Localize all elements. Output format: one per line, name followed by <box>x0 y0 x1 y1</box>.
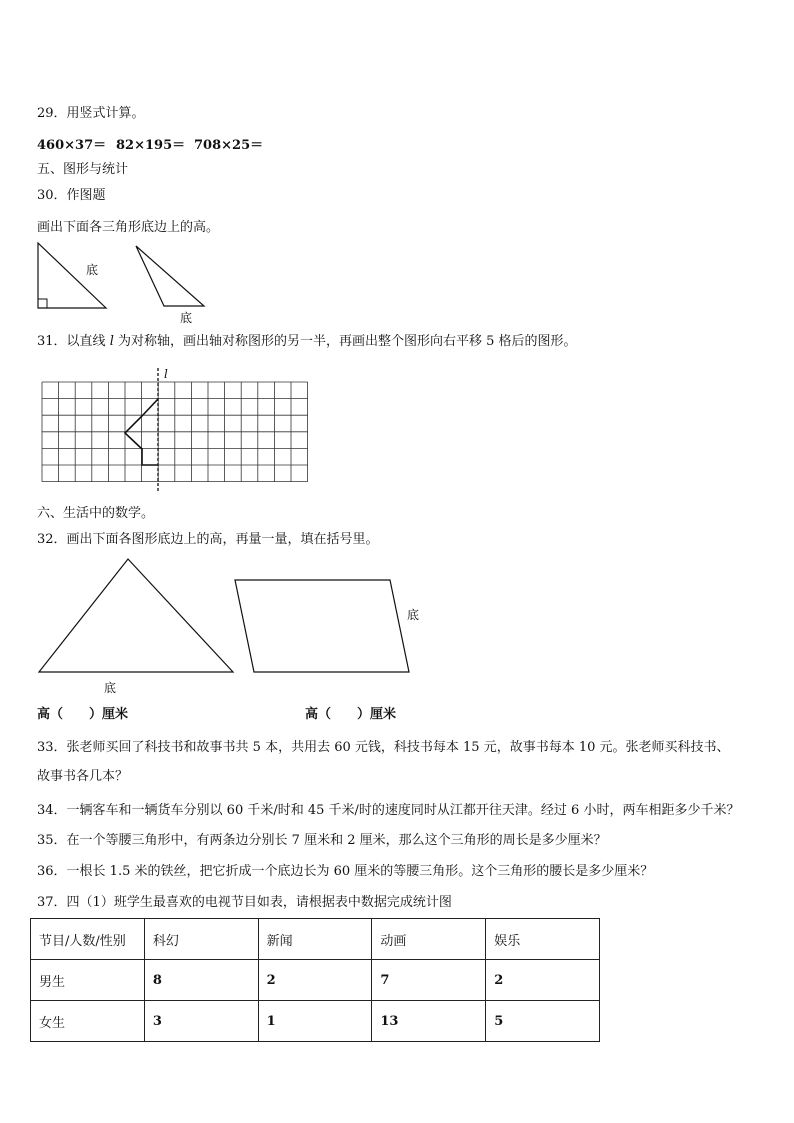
q32-base-label-triangle: 底 <box>104 681 117 695</box>
tv-program-table <box>30 918 600 1042</box>
table-header-cell: 动画 <box>372 919 486 960</box>
table-header-cell: 科幻 <box>144 919 258 960</box>
q32-base-label-parallelogram: 底 <box>407 608 420 622</box>
table-cell: 女生 <box>31 1001 145 1042</box>
table-header-row <box>31 919 600 960</box>
table-cell: 2 <box>486 960 600 1001</box>
q35-text: 35．在一个等腰三角形中，有两条边分别长 7 厘米和 2 厘米，那么这个三角形的周长是多少厘米？ <box>37 833 607 848</box>
q32-title: 32．画出下面各图形底边上的高，再量一量，填在括号里。 <box>37 532 379 547</box>
q29-title: 29．用竖式计算。 <box>37 106 145 121</box>
q33-line-2: 故事书各几本？ <box>37 769 129 784</box>
q29-item-2: 82×195＝ <box>116 138 186 153</box>
q29-item-3: 708×25＝ <box>194 138 264 153</box>
table-header-cell: 娱乐 <box>486 919 600 960</box>
q37-title: 37．四（1）班学生最喜欢的电视节目如表，请根据表中数据完成统计图 <box>37 895 452 910</box>
q29-item-1: 460×37＝ <box>37 138 107 153</box>
table-cell: 男生 <box>31 960 145 1001</box>
q32-parallelogram <box>235 580 409 672</box>
section-5-heading: 五、图形与统计 <box>37 162 129 177</box>
q31-title-post: 为对称轴，画出轴对称图形的另一半，再画出整个图形向右平移 5 格后的图形。 <box>113 334 577 349</box>
q32-triangle <box>39 559 233 672</box>
q33-line-1: 33．张老师买回了科技书和故事书共 5 本，共用去 60 元钱，科技书每本 15 元，故事书每本 10 元。张老师买科技书、 <box>37 740 730 755</box>
table-header-cell: 新闻 <box>258 919 372 960</box>
q30-title: 30．作图题 <box>37 188 106 203</box>
section-6-heading: 六、生活中的数学。 <box>37 506 155 521</box>
table-header-cell: 节目/人数/性别 <box>31 919 145 960</box>
q31-title-pre: 31．以直线 <box>37 334 110 349</box>
table-cell: 7 <box>372 960 486 1001</box>
table-row <box>31 960 600 1001</box>
table-cell: 3 <box>144 1001 258 1042</box>
table-cell: 2 <box>258 960 372 1001</box>
q30-base-label-2: 底 <box>180 311 193 325</box>
table-cell: 8 <box>144 960 258 1001</box>
table-cell: 13 <box>372 1001 486 1042</box>
table-cell: 5 <box>486 1001 600 1042</box>
q34-text: 34．一辆客车和一辆货车分别以 60 千米/时和 45 千米/时的速度同时从江都开往天津。经过 6 小时，两车相距多少千米？ <box>37 803 740 818</box>
q31-title-var: l <box>109 334 114 349</box>
q30-base-label-1: 底 <box>86 263 99 277</box>
q30-instruction: 画出下面各三角形底边上的高。 <box>37 220 220 235</box>
axis-label: l <box>164 367 168 381</box>
q32-answer-2: 高（ ）厘米 <box>305 707 397 722</box>
table-row <box>31 1001 600 1042</box>
q32-answer-1: 高（ ）厘米 <box>37 707 129 722</box>
table-cell: 1 <box>258 1001 372 1042</box>
q36-text: 36．一根长 1.5 米的铁丝，把它折成一个底边长为 60 厘米的等腰三角形。这个三角形的腰长是多少厘米？ <box>37 864 654 879</box>
